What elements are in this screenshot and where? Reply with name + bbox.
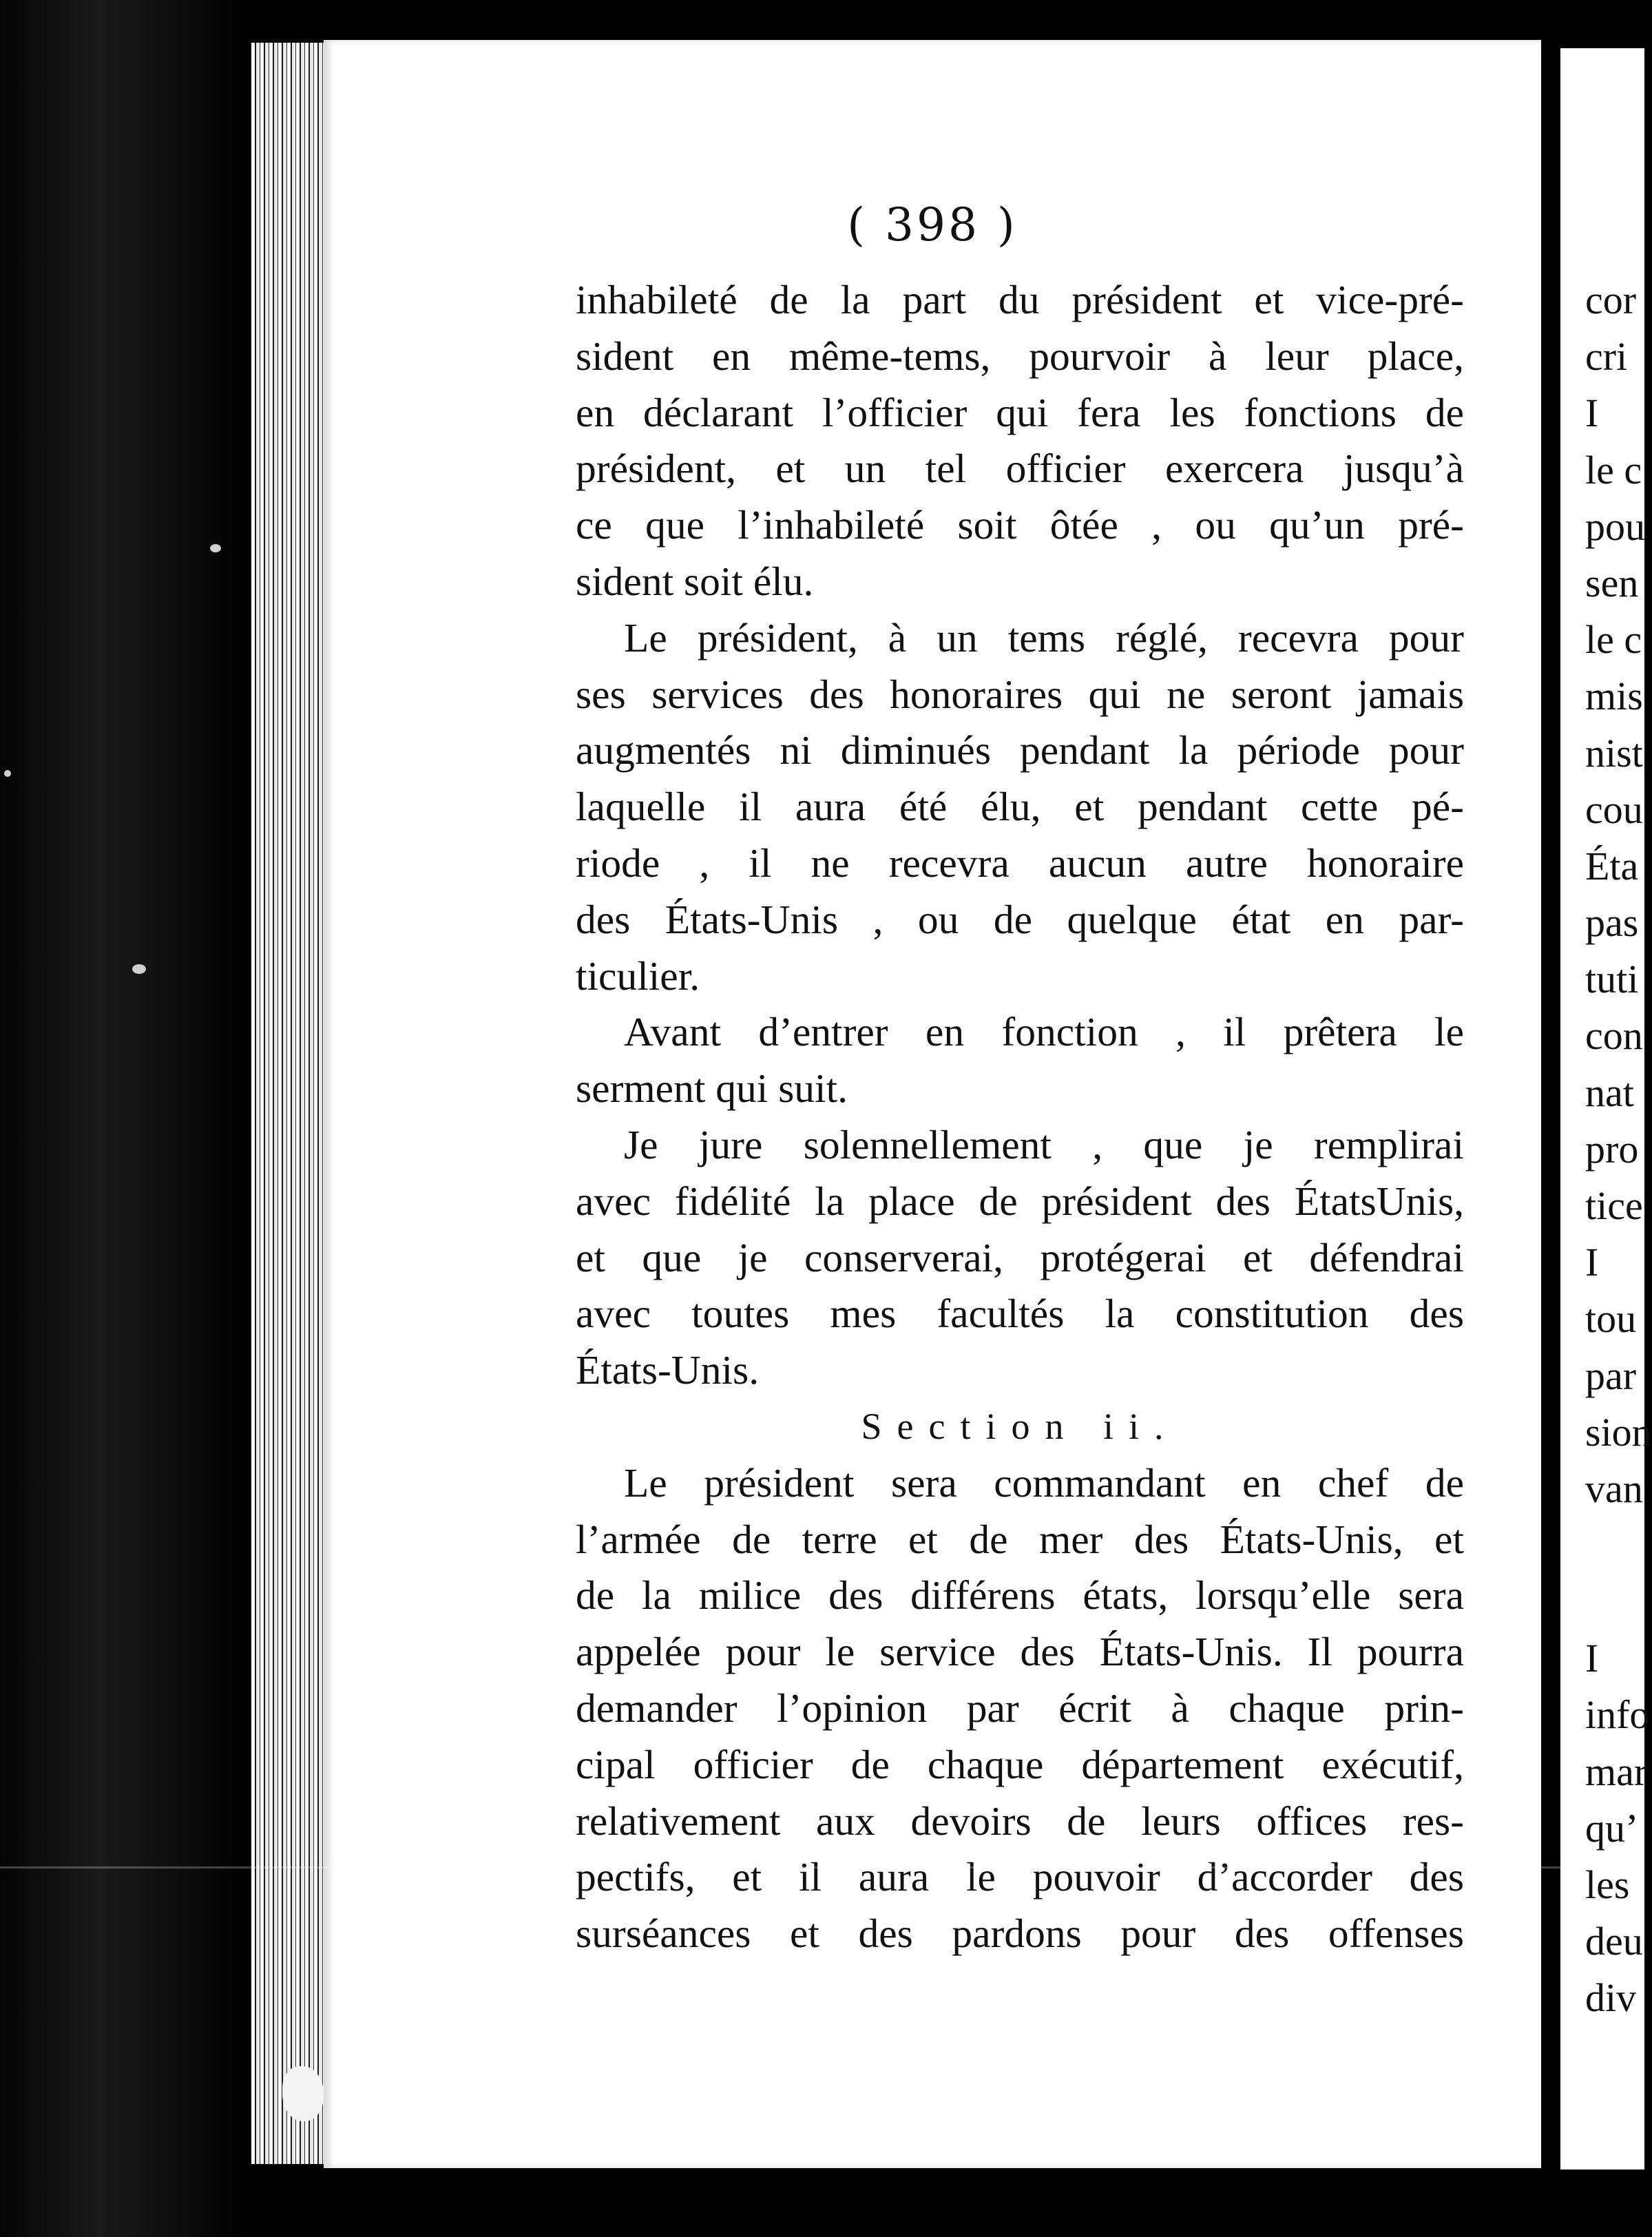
- right-page-line: tuti: [1585, 957, 1639, 1002]
- right-page-line: par: [1585, 1353, 1637, 1398]
- page-number: ( 398 ): [847, 198, 1018, 251]
- text-line: avec toutes mes facultés la constitution des: [576, 1291, 1464, 1337]
- text-line: de la milice des différens états, lorsqu’elle sera: [576, 1572, 1464, 1619]
- text-line: Je jure solennellement , que je remplirai: [624, 1121, 1464, 1167]
- text-line: demander l’opinion par écrit à chaque prin-: [576, 1685, 1464, 1731]
- right-page-gap: [1585, 1517, 1652, 1630]
- scan-streak: [0, 1866, 1644, 1869]
- right-page-line: I: [1585, 1636, 1599, 1681]
- right-page-line: pro: [1585, 1126, 1639, 1172]
- text-line: ses services des honoraires qui ne seront jamais: [576, 671, 1464, 717]
- right-page-text: [1585, 272, 1652, 2026]
- page-fold-shadow: [1541, 28, 1560, 2211]
- binding-gutter: [0, 0, 248, 2237]
- text-line: appelée pour le service des États-Unis. Il pourra: [576, 1629, 1464, 1675]
- text-line: sident en même-tems, pourvoir à leur place,: [576, 333, 1464, 379]
- text-line: ce que l’inhabileté soit ôtée , ou qu’un pré-: [576, 502, 1464, 548]
- right-page-line: mis: [1585, 674, 1643, 719]
- page-edges: [251, 43, 327, 2164]
- right-page-line: I: [1585, 391, 1599, 436]
- text-line: Le président sera commandant en chef de: [624, 1459, 1464, 1506]
- text-line: augmentés ni diminués pendant la période pour: [576, 727, 1464, 773]
- right-page-line: mar: [1585, 1749, 1648, 1794]
- text-line: en déclarant l’officier qui fera les fonctions de: [576, 389, 1464, 435]
- book-page-right-fragment: [1560, 48, 1652, 2170]
- page-body-text: [576, 272, 1464, 1962]
- right-page-line: le c: [1585, 447, 1642, 492]
- right-page-line: cor: [1585, 278, 1637, 322]
- text-line: serment qui suit.: [576, 1065, 848, 1112]
- right-page-line: sen: [1585, 560, 1639, 605]
- right-page-line: pou: [1585, 503, 1645, 549]
- text-line: riode , il ne recevra aucun autre honoraire: [576, 840, 1464, 886]
- text-line: l’armée de terre et de mer des États-Unis, et: [576, 1516, 1464, 1562]
- right-page-line: deu: [1585, 1919, 1643, 1964]
- text-line: États-Unis.: [576, 1347, 760, 1393]
- right-page-line: con: [1585, 1013, 1643, 1059]
- right-page-line: div: [1585, 1975, 1637, 2021]
- text-line: relativement aux devoirs de leurs offices res-: [576, 1798, 1464, 1844]
- section-heading: Section ii.: [861, 1405, 1179, 1447]
- right-page-line: I: [1585, 1240, 1599, 1285]
- text-line: Avant d’entrer en fonction , il prêtera le: [624, 1009, 1464, 1055]
- text-line: président, et un tel officier exercera jusqu’à: [576, 446, 1464, 492]
- scan-speck: [132, 964, 146, 974]
- right-page-line: nist: [1585, 730, 1643, 776]
- text-line: et que je conserverai, protégerai et défendrai: [576, 1234, 1464, 1280]
- scan-speck: [4, 770, 11, 777]
- right-page-line: Éta: [1585, 843, 1639, 888]
- right-page-line: sion: [1585, 1409, 1652, 1455]
- right-page-line: tou: [1585, 1296, 1637, 1342]
- text-line: avec fidélité la place de président des ÉtatsUnis,: [576, 1178, 1464, 1224]
- right-page-line: pas: [1585, 900, 1639, 946]
- text-line: des États-Unis , ou de quelque état en par-: [576, 896, 1464, 942]
- right-page-line: cou: [1585, 787, 1643, 832]
- text-line: ticulier.: [576, 953, 700, 999]
- text-line: Le président, à un tems réglé, recevra pour: [624, 614, 1464, 660]
- right-page-line: info: [1585, 1692, 1650, 1738]
- right-page-line: nat: [1585, 1070, 1634, 1115]
- right-page-line: qu’: [1585, 1805, 1639, 1851]
- right-page-line: le c: [1585, 617, 1642, 663]
- scan-speck: [210, 544, 221, 552]
- right-page-line: les: [1585, 1862, 1630, 1907]
- text-line: sident soit élu.: [576, 558, 814, 604]
- text-line: inhabileté de la part du président et vice-pré-: [576, 277, 1464, 322]
- right-page-line: cri: [1585, 334, 1628, 379]
- right-page-line: van: [1585, 1466, 1643, 1511]
- right-page-line: tice: [1585, 1183, 1643, 1228]
- text-line: pectifs, et il aura le pouvoir d’accorder des: [576, 1854, 1464, 1900]
- paper-damage: [282, 2066, 324, 2121]
- text-line: cipal officier de chaque département exécutif,: [576, 1741, 1464, 1787]
- text-line: surséances et des pardons pour des offenses: [576, 1911, 1464, 1957]
- text-line: laquelle il aura été élu, et pendant cette pé-: [576, 784, 1464, 830]
